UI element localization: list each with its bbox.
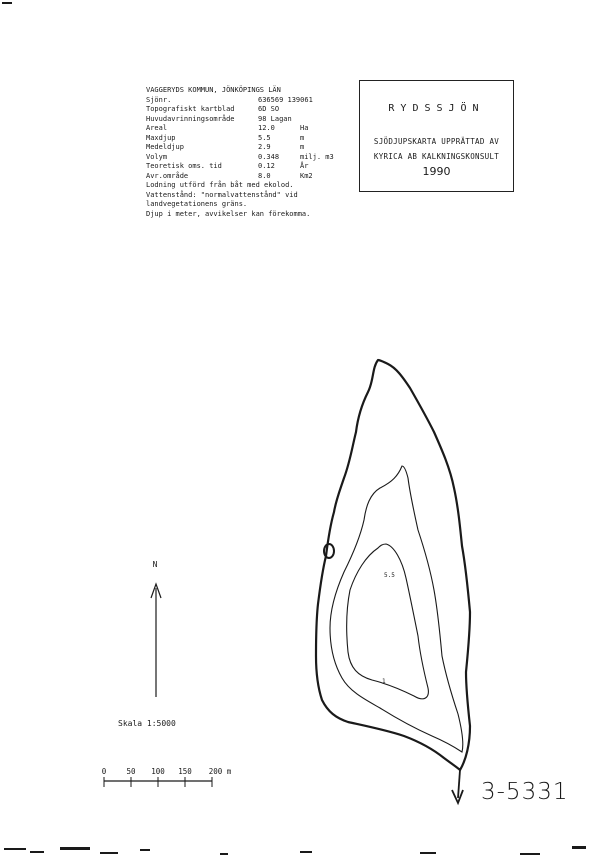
author-line-2: KYRICA AB KALKNINGSKONSULT xyxy=(373,152,500,161)
info-value: 0.12 xyxy=(258,162,275,170)
info-key: Topografiskt kartblad xyxy=(146,105,235,113)
info-key: Maxdjup xyxy=(146,133,176,142)
depth-contour-1m xyxy=(330,466,463,752)
info-unit: m xyxy=(300,133,305,142)
lake-name: RYDSSJÖN xyxy=(388,103,485,114)
scale-tick-label: 200 m xyxy=(208,767,232,776)
survey-year: 1990 xyxy=(422,165,451,178)
depth-contour-inner xyxy=(347,544,429,699)
info-value: 5.5 xyxy=(258,133,271,142)
survey-note: Lodning utförd från båt med ekolod. xyxy=(146,181,294,189)
scale-tick-label: 150 xyxy=(178,767,192,776)
municipality-line: VAGGERYDS KOMMUN, JÖNKÖPINGS LÄN xyxy=(146,86,281,94)
info-value: 8.0 xyxy=(258,171,271,180)
info-unit: Ha xyxy=(300,124,309,132)
north-label: N xyxy=(152,560,158,569)
info-unit: Km2 xyxy=(300,171,313,180)
scan-noise xyxy=(2,2,586,855)
info-key: Volym xyxy=(146,152,168,161)
info-key: Sjönr. xyxy=(146,95,172,104)
info-unit: milj. m3 xyxy=(300,152,334,161)
depth-label-max: 5.5 xyxy=(384,572,395,579)
author-line-1: SJÖDJUPSKARTA UPPRÄTTAD AV xyxy=(373,137,500,146)
info-value: 6D SO xyxy=(258,105,280,113)
depth-label-contour: 1 xyxy=(382,678,386,685)
island xyxy=(324,544,334,558)
scale-tick-label: 100 xyxy=(151,767,165,776)
info-key: Areal xyxy=(146,124,168,132)
scale-text: Skala 1:5000 xyxy=(118,719,176,728)
info-value: 2.9 xyxy=(258,143,271,151)
survey-note: Djup i meter, avvikelser kan förekomma. xyxy=(146,209,311,218)
info-value: 98 Lagan xyxy=(258,114,292,123)
info-value: 0.348 xyxy=(258,152,280,161)
handwritten-code: 3-5331 xyxy=(481,779,569,805)
info-key: Huvudavrinningsområde xyxy=(146,114,235,123)
info-key: Medeldjup xyxy=(146,143,184,151)
survey-note: landvegetationens gräns. xyxy=(146,200,248,208)
scale-tick-label: 0 xyxy=(101,767,107,776)
info-value: 12.0 xyxy=(258,124,275,132)
info-key: Avr.område xyxy=(146,171,189,180)
lake-shoreline xyxy=(316,360,470,770)
info-unit: År xyxy=(300,162,309,170)
scale-bar xyxy=(102,767,232,787)
info-key: Teoretisk oms. tid xyxy=(146,162,222,170)
outflow-line xyxy=(458,770,460,798)
survey-note: Vattenstånd: "normalvattenstånd" vid xyxy=(146,190,298,199)
info-unit: m xyxy=(300,143,305,151)
scale-tick-label: 50 xyxy=(126,767,136,776)
info-value: 636569 139061 xyxy=(258,95,313,104)
